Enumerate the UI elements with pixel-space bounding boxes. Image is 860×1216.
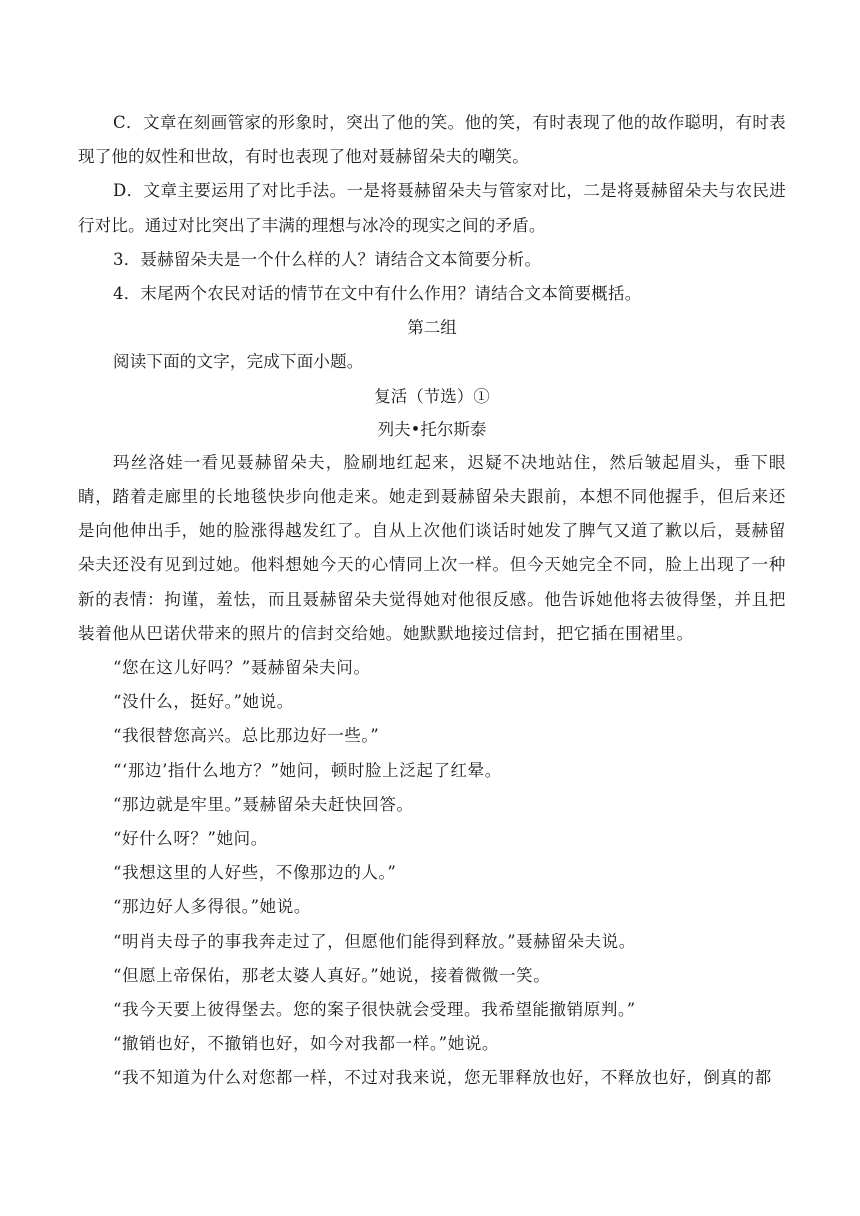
- dialogue-line: “撤销也好，不撤销也好，如今对我都一样。”她说。: [113, 1034, 500, 1054]
- group-title: 第二组: [407, 318, 457, 338]
- reading-instruction: 阅读下面的文字，完成下面小题。: [113, 352, 364, 372]
- option-d: D．文章主要运用了对比手法。一是将聂赫留朵夫与管家对比，二是将聂赫留朵夫与农民进行对比。通过对比突出了丰满的理想与冰冷的现实之间的矛盾。: [78, 181, 786, 235]
- question-3: 3．聂赫留朵夫是一个什么样的人？请结合文本简要分析。: [113, 249, 542, 269]
- document-body: [78, 106, 786, 1096]
- dialogue-line: “明肖夫母子的事我奔走过了，但愿他们能得到释放。”聂赫留朵夫说。: [113, 931, 636, 951]
- dialogue-line: “‘那边’指什么地方？”她问，顿时脸上泛起了红晕。: [113, 760, 502, 780]
- dialogue-line: “我不知道为什么对您都一样，不过对我来说，您无罪释放也好，不释放也好，倒真的都: [113, 1068, 772, 1088]
- dialogue-line: “好什么呀？”她问。: [113, 829, 268, 849]
- dialogue-line: “那边就是牢里。”聂赫留朵夫赶快回答。: [113, 794, 414, 814]
- article-title: 复活（节选）①: [374, 386, 490, 406]
- dialogue-line: “我很替您高兴。总比那边好一些。”: [113, 726, 380, 746]
- article-paragraph: 玛丝洛娃一看见聂赫留朵夫，脸刷地红起来，迟疑不决地站住，然后皱起眉头，垂下眼睛，踏着走廊里的长地毯快步向他走来。她走到聂赫留朵夫跟前，本想不同他握手，但后来还是向他伸出手，她的脸涨得越发红了。自从上次他们谈话时她发了脾气又道了歉以后，聂赫留朵夫还没有见到过她。他料想她今天的心情同上次一样。但今天她完全不同，脸上出现了一种新的表情：拘谨，羞怯，而且聂赫留朵夫觉得她对他很反感。他告诉她他将去彼得堡，并且把装着他从巴诺伏带来的照片的信封交给她。她默默地接过信封，把它插在围裙里。: [78, 452, 786, 643]
- option-c: C．文章在刻画管家的形象时，突出了他的笑。他的笑，有时表现了他的故作聪明，有时表现了他的奴性和世故，有时也表现了他对聂赫留朵夫的嘲笑。: [78, 113, 786, 167]
- dialogue-line: “您在这儿好吗？”聂赫留朵夫问。: [113, 658, 371, 678]
- dialogue-line: “但愿上帝保佑，那老太婆人真好。”她说，接着微微一笑。: [113, 965, 551, 985]
- dialogue-line: “那边好人多得很。”她说。: [113, 897, 311, 917]
- article-author: 列夫•托尔斯泰: [377, 419, 487, 439]
- dialogue-line: “没什么，挺好。”她说。: [113, 692, 294, 712]
- question-4: 4．末尾两个农民对话的情节在文中有什么作用？请结合文本简要概括。: [113, 284, 642, 304]
- dialogue-line: “我想这里的人好些，不像那边的人。”: [113, 863, 397, 883]
- dialogue-line: “我今天要上彼得堡去。您的案子很快就会受理。我希望能撤销原判。”: [113, 1000, 636, 1020]
